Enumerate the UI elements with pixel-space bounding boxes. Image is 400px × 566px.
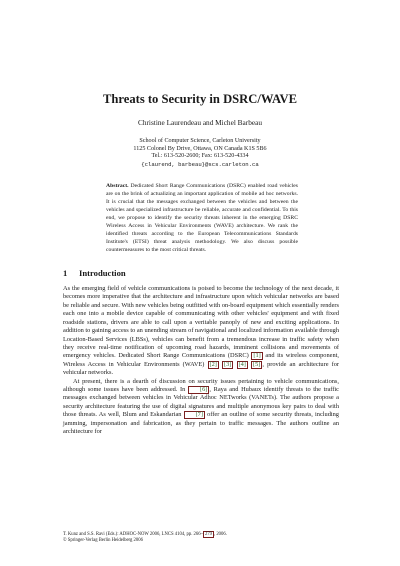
footer-citation [63, 531, 339, 544]
citation-5[interactable] [251, 361, 262, 369]
paragraph-2-text-a: At present, there is a dearth of discussion on security issues pertaining to vehicle communications, although some issues have been addressed. In [63, 377, 339, 394]
author-names: Christine Laurendeau and Michel Barbeau [137, 118, 262, 127]
paragraph-2-text-c: offer an outline of some security threats, including jamming, impersonation and fabrication, as they pertain to traffic messages. The authors outline an architecture for [63, 411, 339, 436]
paragraph-2 [63, 378, 339, 437]
footer-page-text: 279 [204, 532, 212, 537]
citation-4[interactable] [237, 361, 248, 369]
paragraph-1 [63, 285, 339, 378]
section-heading [63, 268, 126, 278]
citation-1[interactable] [251, 352, 262, 360]
citation-5-text: [5] [253, 360, 261, 368]
abstract-text: Dedicated Short Range Communications (DSRC) enabled road vehicles are on the brink of actualizing an important application of mobile ad hoc networks. It is crucial that the messages exchanged between the vehicles and between the vehicles and specialized infrastructure be reliable, accurate and confidential. To this end, we propose to identify the security threats inherent in the emerging DSRC Wireless Access in Vehicular Environments (WAVE) architecture. We rank the identified threats according to the European Telecommunications Standards Institute's (ETSI) threat analysis methodology. We also discuss possible countermeasures to the most critical threats. [106, 183, 299, 253]
citation-2-text: [2] [209, 360, 217, 368]
abstract-label: Abstract. [106, 183, 129, 189]
body-text [63, 285, 339, 437]
affiliation-line-1: School of Computer Science, Carleton University [139, 138, 261, 144]
footer-text-a: T. Kunz and S.S. Ravi (Eds.): ADHOC-NOW 2006, LNCS 4104, pp. 266– [63, 532, 203, 537]
citation-3[interactable] [222, 361, 233, 369]
citation-3-text: [3] [224, 360, 232, 368]
section-title: Introduction [79, 268, 126, 278]
footer-text-b: , 2006. [213, 532, 227, 537]
citation-7[interactable] [184, 411, 205, 419]
citation-7-text: [7] [195, 411, 203, 419]
citation-4-text: [4] [238, 360, 246, 368]
paragraph-1-text-b: and its wireless component, Wireless Access in Vehicular Environments (WAVE) [63, 352, 339, 368]
citation-2[interactable] [208, 361, 219, 369]
affiliation-line-2: 1125 Colonel By Drive, Ottawa, ON Canada K1S 5B6 [133, 145, 267, 152]
paragraph-1-text-a: As the emerging field of vehicle communications is poised to become the technology of the next decade, it becomes more imperative that the architecture and infrastructure upon which vehicular networks are based be reliable and secure. With new vehicles being outfitted with on-board equipment which essentially renders each one into a mobile device capable of communicating with other vehicles' equipment and with fixed roadside stations, drivers are able to call upon a veritable panoply of new and exciting applications. In addition to gaining access to an unending stream of navigational and localized information available through Location-Based Services (LBSs), vehicles can benefit from a tremendous increase in traffic safety when they receive real-time notification of upcoming road hazards, imminent collisions and movements of emergency vehicles. Dedicated Short Range Communications (DSRC) [63, 285, 339, 360]
paragraph-2-text-b: , Raya and Hubaux identify threats to the traffic messages exchanged between vehicles in Vehicular Adhoc NETworks (VANETs). The authors propose a security architecture featuring the use of digital signatures and multiple anonymous key pairs to deal with those threats. As well, Blum and Eskandarian [63, 386, 339, 419]
footer-line-2: © Springer-Verlag Berlin Heidelberg 2006 [63, 538, 143, 544]
abstract [106, 183, 298, 255]
email-text: {claurend, barbeau}@scs.carleton.ca [141, 160, 259, 168]
paper-title: Threats to Security in DSRC/WAVE [102, 92, 298, 106]
author-email [0, 161, 400, 169]
affiliation-line-3: Tel.: 613-520-2600; Fax: 613-520-4334 [151, 153, 249, 159]
citation-1-text: [1] [253, 352, 261, 360]
citation-6-text: [6] [200, 386, 208, 394]
section-number: 1 [63, 268, 68, 278]
footer-page-link[interactable] [203, 531, 214, 538]
citation-6[interactable] [188, 386, 209, 394]
paragraph-1-text-c: , provide an architecture for vehicular networks. [63, 360, 340, 377]
